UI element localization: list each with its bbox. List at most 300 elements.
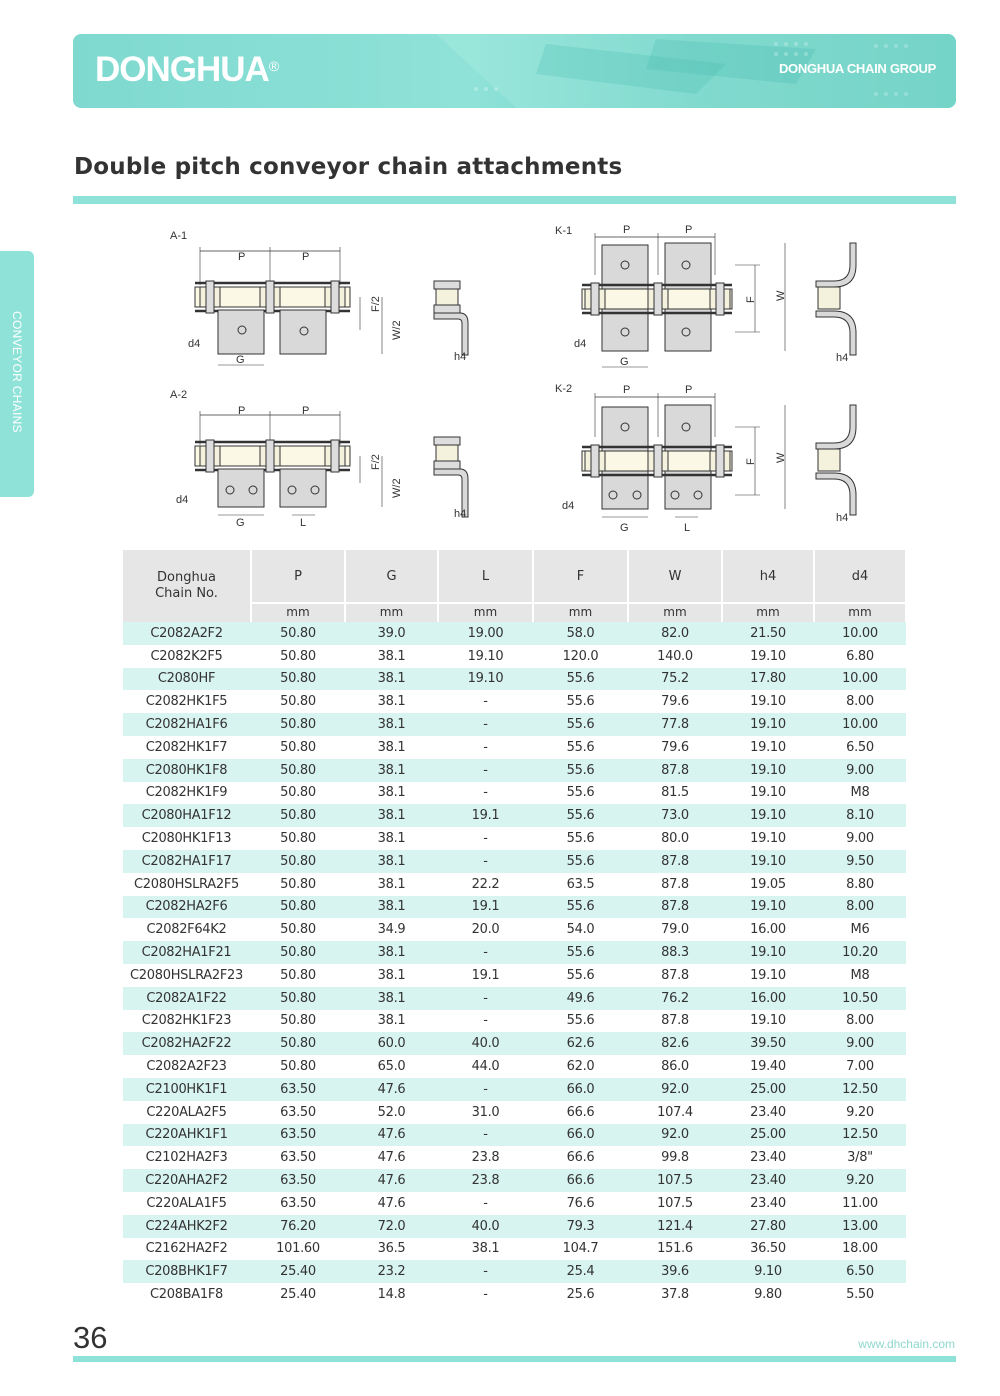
cell-g: 36.5 xyxy=(345,1238,438,1261)
diagram-a1-p1: P xyxy=(238,251,246,263)
table-row xyxy=(123,1010,906,1033)
cell-w: 107.5 xyxy=(628,1192,722,1215)
cell-p: 50.80 xyxy=(251,690,345,713)
header-chain-no: Donghua Chain No. xyxy=(123,550,251,622)
cell-w: 39.6 xyxy=(628,1260,722,1283)
cell-l: - xyxy=(438,1124,533,1147)
unit-l: mm xyxy=(438,603,533,622)
cell-d4: M8 xyxy=(814,964,906,987)
cell-f: 66.6 xyxy=(533,1101,628,1124)
diagram-a2-h4: h4 xyxy=(454,508,467,520)
diagram-a2-p1: P xyxy=(238,405,246,417)
cell-p: 50.80 xyxy=(251,873,345,896)
cell-f: 55.6 xyxy=(533,896,628,919)
cell-g: 38.1 xyxy=(345,668,438,691)
cell-f: 66.0 xyxy=(533,1078,628,1101)
cell-f: 55.6 xyxy=(533,713,628,736)
cell-chain-no: C2080HK1F13 xyxy=(123,827,251,850)
table-row xyxy=(123,987,906,1010)
diagram-k1-p2: P xyxy=(685,224,693,236)
cell-p: 50.80 xyxy=(251,1010,345,1033)
cell-h4: 23.40 xyxy=(722,1192,814,1215)
cell-f: 55.6 xyxy=(533,690,628,713)
diagram-k1-h4: h4 xyxy=(836,352,849,364)
cell-l: - xyxy=(438,713,533,736)
cell-g: 38.1 xyxy=(345,782,438,805)
unit-h4: mm xyxy=(722,603,814,622)
diagram-k2-h4: h4 xyxy=(836,512,849,524)
cell-l: 20.0 xyxy=(438,918,533,941)
header-l: L xyxy=(438,550,533,603)
cell-w: 82.6 xyxy=(628,1032,722,1055)
cell-chain-no: C2082HA2F22 xyxy=(123,1032,251,1055)
cell-f: 120.0 xyxy=(533,645,628,668)
cell-h4: 19.10 xyxy=(722,850,814,873)
cell-p: 50.80 xyxy=(251,736,345,759)
cell-g: 60.0 xyxy=(345,1032,438,1055)
cell-g: 47.6 xyxy=(345,1146,438,1169)
header-f: F xyxy=(533,550,628,603)
table-row xyxy=(123,850,906,873)
cell-h4: 36.50 xyxy=(722,1238,814,1261)
cell-f: 25.4 xyxy=(533,1260,628,1283)
cell-w: 107.5 xyxy=(628,1169,722,1192)
cell-w: 121.4 xyxy=(628,1215,722,1238)
cell-l: 19.1 xyxy=(438,964,533,987)
cell-g: 65.0 xyxy=(345,1055,438,1078)
cell-w: 80.0 xyxy=(628,827,722,850)
cell-f: 104.7 xyxy=(533,1238,628,1261)
cell-p: 50.80 xyxy=(251,622,345,645)
cell-chain-no: C2082HA1F6 xyxy=(123,713,251,736)
cell-l: 22.2 xyxy=(438,873,533,896)
cell-chain-no: C2162HA2F2 xyxy=(123,1238,251,1261)
unit-d4: mm xyxy=(814,603,906,622)
cell-d4: 8.80 xyxy=(814,873,906,896)
cell-l: - xyxy=(438,1078,533,1101)
cell-w: 107.4 xyxy=(628,1101,722,1124)
cell-l: 44.0 xyxy=(438,1055,533,1078)
cell-w: 82.0 xyxy=(628,622,722,645)
table-body xyxy=(123,622,906,1306)
cell-chain-no: C220ALA2F5 xyxy=(123,1101,251,1124)
table-row xyxy=(123,736,906,759)
table-row xyxy=(123,759,906,782)
cell-p: 50.80 xyxy=(251,1055,345,1078)
cell-f: 66.0 xyxy=(533,1124,628,1147)
title-underline-bar xyxy=(73,196,956,204)
cell-w: 79.6 xyxy=(628,736,722,759)
cell-l: 40.0 xyxy=(438,1215,533,1238)
cell-l: - xyxy=(438,736,533,759)
cell-chain-no: C2080HSLRA2F5 xyxy=(123,873,251,896)
cell-l: - xyxy=(438,941,533,964)
table-row xyxy=(123,645,906,668)
cell-chain-no: C2080HSLRA2F23 xyxy=(123,964,251,987)
cell-p: 50.80 xyxy=(251,964,345,987)
cell-g: 38.1 xyxy=(345,850,438,873)
cell-p: 50.80 xyxy=(251,804,345,827)
cell-g: 38.1 xyxy=(345,1010,438,1033)
cell-p: 50.80 xyxy=(251,713,345,736)
cell-chain-no: C2082HK1F23 xyxy=(123,1010,251,1033)
diagram-a2-f2: F/2 xyxy=(370,454,382,470)
cell-chain-no: C2080HA1F12 xyxy=(123,804,251,827)
cell-w: 140.0 xyxy=(628,645,722,668)
table-row xyxy=(123,1192,906,1215)
cell-d4: 9.20 xyxy=(814,1169,906,1192)
cell-h4: 25.00 xyxy=(722,1124,814,1147)
cell-l: 31.0 xyxy=(438,1101,533,1124)
table-row xyxy=(123,622,906,645)
diagram-k1-w: W xyxy=(775,290,787,301)
cell-p: 25.40 xyxy=(251,1260,345,1283)
cell-d4: 12.50 xyxy=(814,1078,906,1101)
diagram-a2-w2: W/2 xyxy=(391,478,403,498)
cell-w: 79.6 xyxy=(628,690,722,713)
cell-d4: 8.00 xyxy=(814,896,906,919)
cell-g: 38.1 xyxy=(345,804,438,827)
cell-w: 76.2 xyxy=(628,987,722,1010)
cell-w: 88.3 xyxy=(628,941,722,964)
cell-g: 23.2 xyxy=(345,1260,438,1283)
table-row xyxy=(123,782,906,805)
header-banner xyxy=(73,34,956,108)
cell-h4: 23.40 xyxy=(722,1169,814,1192)
cell-g: 38.1 xyxy=(345,827,438,850)
table-row xyxy=(123,1169,906,1192)
group-name: DONGHUA CHAIN GROUP xyxy=(778,61,936,76)
cell-d4: 10.00 xyxy=(814,713,906,736)
cell-chain-no: C220AHK1F1 xyxy=(123,1124,251,1147)
cell-g: 47.6 xyxy=(345,1169,438,1192)
cell-f: 55.6 xyxy=(533,827,628,850)
cell-p: 63.50 xyxy=(251,1124,345,1147)
cell-d4: 9.50 xyxy=(814,850,906,873)
header-d4: d4 xyxy=(814,550,906,603)
cell-w: 79.0 xyxy=(628,918,722,941)
table-row xyxy=(123,1283,906,1306)
cell-d4: 6.50 xyxy=(814,736,906,759)
cell-l: - xyxy=(438,759,533,782)
table-row xyxy=(123,690,906,713)
diagram-k1-d4: d4 xyxy=(574,338,587,350)
cell-f: 55.6 xyxy=(533,736,628,759)
chain-spec-table xyxy=(123,550,907,1306)
unit-w: mm xyxy=(628,603,722,622)
diagram-a2 xyxy=(170,389,468,529)
diagram-a1-f2: F/2 xyxy=(370,296,382,312)
cell-w: 92.0 xyxy=(628,1124,722,1147)
donghua-logo: DONGHUA® xyxy=(95,50,279,89)
table-row xyxy=(123,964,906,987)
table-row xyxy=(123,1101,906,1124)
cell-l: 23.8 xyxy=(438,1146,533,1169)
cell-l: 19.1 xyxy=(438,896,533,919)
cell-g: 38.1 xyxy=(345,645,438,668)
cell-g: 47.6 xyxy=(345,1078,438,1101)
cell-p: 50.80 xyxy=(251,1032,345,1055)
cell-f: 62.0 xyxy=(533,1055,628,1078)
diagram-k1-g: G xyxy=(620,356,629,368)
cell-p: 63.50 xyxy=(251,1169,345,1192)
cell-d4: M6 xyxy=(814,918,906,941)
cell-f: 54.0 xyxy=(533,918,628,941)
cell-p: 50.80 xyxy=(251,645,345,668)
cell-f: 55.6 xyxy=(533,782,628,805)
cell-l: - xyxy=(438,690,533,713)
table-row xyxy=(123,1032,906,1055)
cell-d4: 18.00 xyxy=(814,1238,906,1261)
cell-p: 50.80 xyxy=(251,918,345,941)
diagram-a1-d4: d4 xyxy=(188,338,201,350)
cell-w: 87.8 xyxy=(628,759,722,782)
cell-chain-no: C208BA1F8 xyxy=(123,1283,251,1306)
cell-l: 19.10 xyxy=(438,668,533,691)
unit-g: mm xyxy=(345,603,438,622)
cell-h4: 19.10 xyxy=(722,896,814,919)
cell-g: 38.1 xyxy=(345,690,438,713)
cell-w: 92.0 xyxy=(628,1078,722,1101)
cell-chain-no: C208BHK1F7 xyxy=(123,1260,251,1283)
cell-g: 38.1 xyxy=(345,759,438,782)
cell-w: 151.6 xyxy=(628,1238,722,1261)
cell-d4: 5.50 xyxy=(814,1283,906,1306)
cell-d4: 3/8" xyxy=(814,1146,906,1169)
cell-d4: 13.00 xyxy=(814,1215,906,1238)
cell-g: 47.6 xyxy=(345,1192,438,1215)
cell-w: 87.8 xyxy=(628,850,722,873)
cell-d4: 8.10 xyxy=(814,804,906,827)
table-row xyxy=(123,668,906,691)
cell-p: 50.80 xyxy=(251,896,345,919)
cell-h4: 23.40 xyxy=(722,1146,814,1169)
website-link[interactable]: www.dhchain.com xyxy=(858,1337,955,1351)
cell-h4: 9.80 xyxy=(722,1283,814,1306)
diagram-a2-l: L xyxy=(300,517,307,529)
cell-h4: 25.00 xyxy=(722,1078,814,1101)
diagram-a1-w2: W/2 xyxy=(391,320,403,340)
cell-p: 50.80 xyxy=(251,827,345,850)
cell-l: - xyxy=(438,1283,533,1306)
table-row xyxy=(123,1078,906,1101)
cell-d4: 9.20 xyxy=(814,1101,906,1124)
cell-w: 81.5 xyxy=(628,782,722,805)
cell-p: 63.50 xyxy=(251,1101,345,1124)
cell-h4: 19.10 xyxy=(722,964,814,987)
attachment-drawings xyxy=(120,215,910,540)
table-row xyxy=(123,1146,906,1169)
cell-chain-no: C2082A2F23 xyxy=(123,1055,251,1078)
cell-h4: 19.10 xyxy=(722,827,814,850)
table-row xyxy=(123,804,906,827)
cell-h4: 9.10 xyxy=(722,1260,814,1283)
cell-h4: 16.00 xyxy=(722,918,814,941)
cell-l: - xyxy=(438,987,533,1010)
cell-l: 19.1 xyxy=(438,804,533,827)
cell-h4: 19.05 xyxy=(722,873,814,896)
cell-chain-no: C220AHA2F2 xyxy=(123,1169,251,1192)
cell-w: 87.8 xyxy=(628,896,722,919)
cell-d4: 10.00 xyxy=(814,622,906,645)
cell-f: 55.6 xyxy=(533,804,628,827)
diagram-k2-tag: K-2 xyxy=(555,383,573,395)
cell-p: 50.80 xyxy=(251,941,345,964)
cell-chain-no: C2082HK1F7 xyxy=(123,736,251,759)
diagram-k1-p1: P xyxy=(623,224,631,236)
cell-l: 38.1 xyxy=(438,1238,533,1261)
cell-w: 77.8 xyxy=(628,713,722,736)
side-tab-label: CONVEYOR CHAINS xyxy=(10,311,24,433)
header-h4: h4 xyxy=(722,550,814,603)
cell-d4: 8.00 xyxy=(814,690,906,713)
cell-f: 55.6 xyxy=(533,668,628,691)
cell-chain-no: C220ALA1F5 xyxy=(123,1192,251,1215)
cell-d4: 7.00 xyxy=(814,1055,906,1078)
footer-bar xyxy=(73,1356,956,1362)
cell-p: 25.40 xyxy=(251,1283,345,1306)
table-row xyxy=(123,827,906,850)
diagram-a1-h4: h4 xyxy=(454,351,467,363)
cell-chain-no: C2082HA1F21 xyxy=(123,941,251,964)
cell-p: 101.60 xyxy=(251,1238,345,1261)
cell-p: 50.80 xyxy=(251,668,345,691)
cell-h4: 39.50 xyxy=(722,1032,814,1055)
cell-d4: 11.00 xyxy=(814,1192,906,1215)
diagram-a1-tag: A-1 xyxy=(170,230,188,242)
cell-f: 58.0 xyxy=(533,622,628,645)
cell-h4: 19.10 xyxy=(722,759,814,782)
cell-f: 79.3 xyxy=(533,1215,628,1238)
table-row xyxy=(123,941,906,964)
cell-h4: 19.10 xyxy=(722,941,814,964)
cell-f: 66.6 xyxy=(533,1169,628,1192)
cell-f: 63.5 xyxy=(533,873,628,896)
unit-f: mm xyxy=(533,603,628,622)
cell-d4: 10.20 xyxy=(814,941,906,964)
cell-l: 19.00 xyxy=(438,622,533,645)
cell-p: 50.80 xyxy=(251,782,345,805)
cell-w: 37.8 xyxy=(628,1283,722,1306)
cell-g: 14.8 xyxy=(345,1283,438,1306)
diagram-a1-p2: P xyxy=(302,251,310,263)
diagram-a1 xyxy=(170,230,468,366)
cell-g: 34.9 xyxy=(345,918,438,941)
table-row xyxy=(123,1055,906,1078)
cell-h4: 19.10 xyxy=(722,782,814,805)
cell-d4: 10.00 xyxy=(814,668,906,691)
header-p: P xyxy=(251,550,345,603)
cell-d4: 9.00 xyxy=(814,827,906,850)
cell-w: 99.8 xyxy=(628,1146,722,1169)
cell-g: 52.0 xyxy=(345,1101,438,1124)
cell-h4: 17.80 xyxy=(722,668,814,691)
cell-h4: 19.10 xyxy=(722,690,814,713)
cell-h4: 19.10 xyxy=(722,1010,814,1033)
diagram-a2-g: G xyxy=(236,517,245,529)
diagram-a2-tag: A-2 xyxy=(170,389,188,401)
cell-l: - xyxy=(438,782,533,805)
cell-l: - xyxy=(438,1192,533,1215)
diagram-k2 xyxy=(555,383,856,534)
cell-d4: M8 xyxy=(814,782,906,805)
cell-chain-no: C2082HK1F9 xyxy=(123,782,251,805)
cell-f: 66.6 xyxy=(533,1146,628,1169)
cell-l: 23.8 xyxy=(438,1169,533,1192)
cell-p: 63.50 xyxy=(251,1192,345,1215)
cell-chain-no: C2082K2F5 xyxy=(123,645,251,668)
table-row xyxy=(123,1238,906,1261)
cell-l: - xyxy=(438,1010,533,1033)
cell-h4: 27.80 xyxy=(722,1215,814,1238)
page-title: Double pitch conveyor chain attachments xyxy=(74,154,623,180)
cell-l: 40.0 xyxy=(438,1032,533,1055)
cell-f: 49.6 xyxy=(533,987,628,1010)
diagram-k2-p2: P xyxy=(685,384,693,396)
table-row xyxy=(123,896,906,919)
diagram-k2-p1: P xyxy=(623,384,631,396)
cell-d4: 8.00 xyxy=(814,1010,906,1033)
cell-chain-no: C2082HA1F17 xyxy=(123,850,251,873)
cell-h4: 23.40 xyxy=(722,1101,814,1124)
cell-l: 19.10 xyxy=(438,645,533,668)
cell-chain-no: C2102HA2F3 xyxy=(123,1146,251,1169)
cell-d4: 10.50 xyxy=(814,987,906,1010)
cell-d4: 6.80 xyxy=(814,645,906,668)
cell-f: 55.6 xyxy=(533,941,628,964)
section-side-tab xyxy=(0,251,34,497)
diagram-k2-l: L xyxy=(684,522,691,534)
table-row xyxy=(123,1124,906,1147)
table-row xyxy=(123,918,906,941)
cell-chain-no: C224AHK2F2 xyxy=(123,1215,251,1238)
cell-p: 76.20 xyxy=(251,1215,345,1238)
cell-d4: 6.50 xyxy=(814,1260,906,1283)
cell-g: 47.6 xyxy=(345,1124,438,1147)
cell-chain-no: C2080HF xyxy=(123,668,251,691)
cell-chain-no: C2100HK1F1 xyxy=(123,1078,251,1101)
cell-chain-no: C2082A1F22 xyxy=(123,987,251,1010)
diagram-a2-p2: P xyxy=(302,405,310,417)
cell-g: 38.1 xyxy=(345,964,438,987)
cell-h4: 19.40 xyxy=(722,1055,814,1078)
cell-l: - xyxy=(438,1260,533,1283)
cell-g: 39.0 xyxy=(345,622,438,645)
diagram-k2-w: W xyxy=(775,452,787,463)
cell-w: 86.0 xyxy=(628,1055,722,1078)
cell-f: 55.6 xyxy=(533,759,628,782)
cell-g: 38.1 xyxy=(345,713,438,736)
cell-d4: 9.00 xyxy=(814,759,906,782)
cell-w: 75.2 xyxy=(628,668,722,691)
diagram-k2-d4: d4 xyxy=(562,500,575,512)
cell-w: 87.8 xyxy=(628,873,722,896)
cell-f: 55.6 xyxy=(533,850,628,873)
cell-w: 87.8 xyxy=(628,1010,722,1033)
diagram-k2-g: G xyxy=(620,522,629,534)
cell-h4: 16.00 xyxy=(722,987,814,1010)
cell-f: 55.6 xyxy=(533,964,628,987)
cell-chain-no: C2082HA2F6 xyxy=(123,896,251,919)
table-row xyxy=(123,713,906,736)
cell-d4: 9.00 xyxy=(814,1032,906,1055)
cell-p: 50.80 xyxy=(251,759,345,782)
cell-g: 38.1 xyxy=(345,941,438,964)
cell-p: 63.50 xyxy=(251,1078,345,1101)
cell-h4: 19.10 xyxy=(722,713,814,736)
cell-d4: 12.50 xyxy=(814,1124,906,1147)
diagram-k1-tag: K-1 xyxy=(555,225,573,237)
